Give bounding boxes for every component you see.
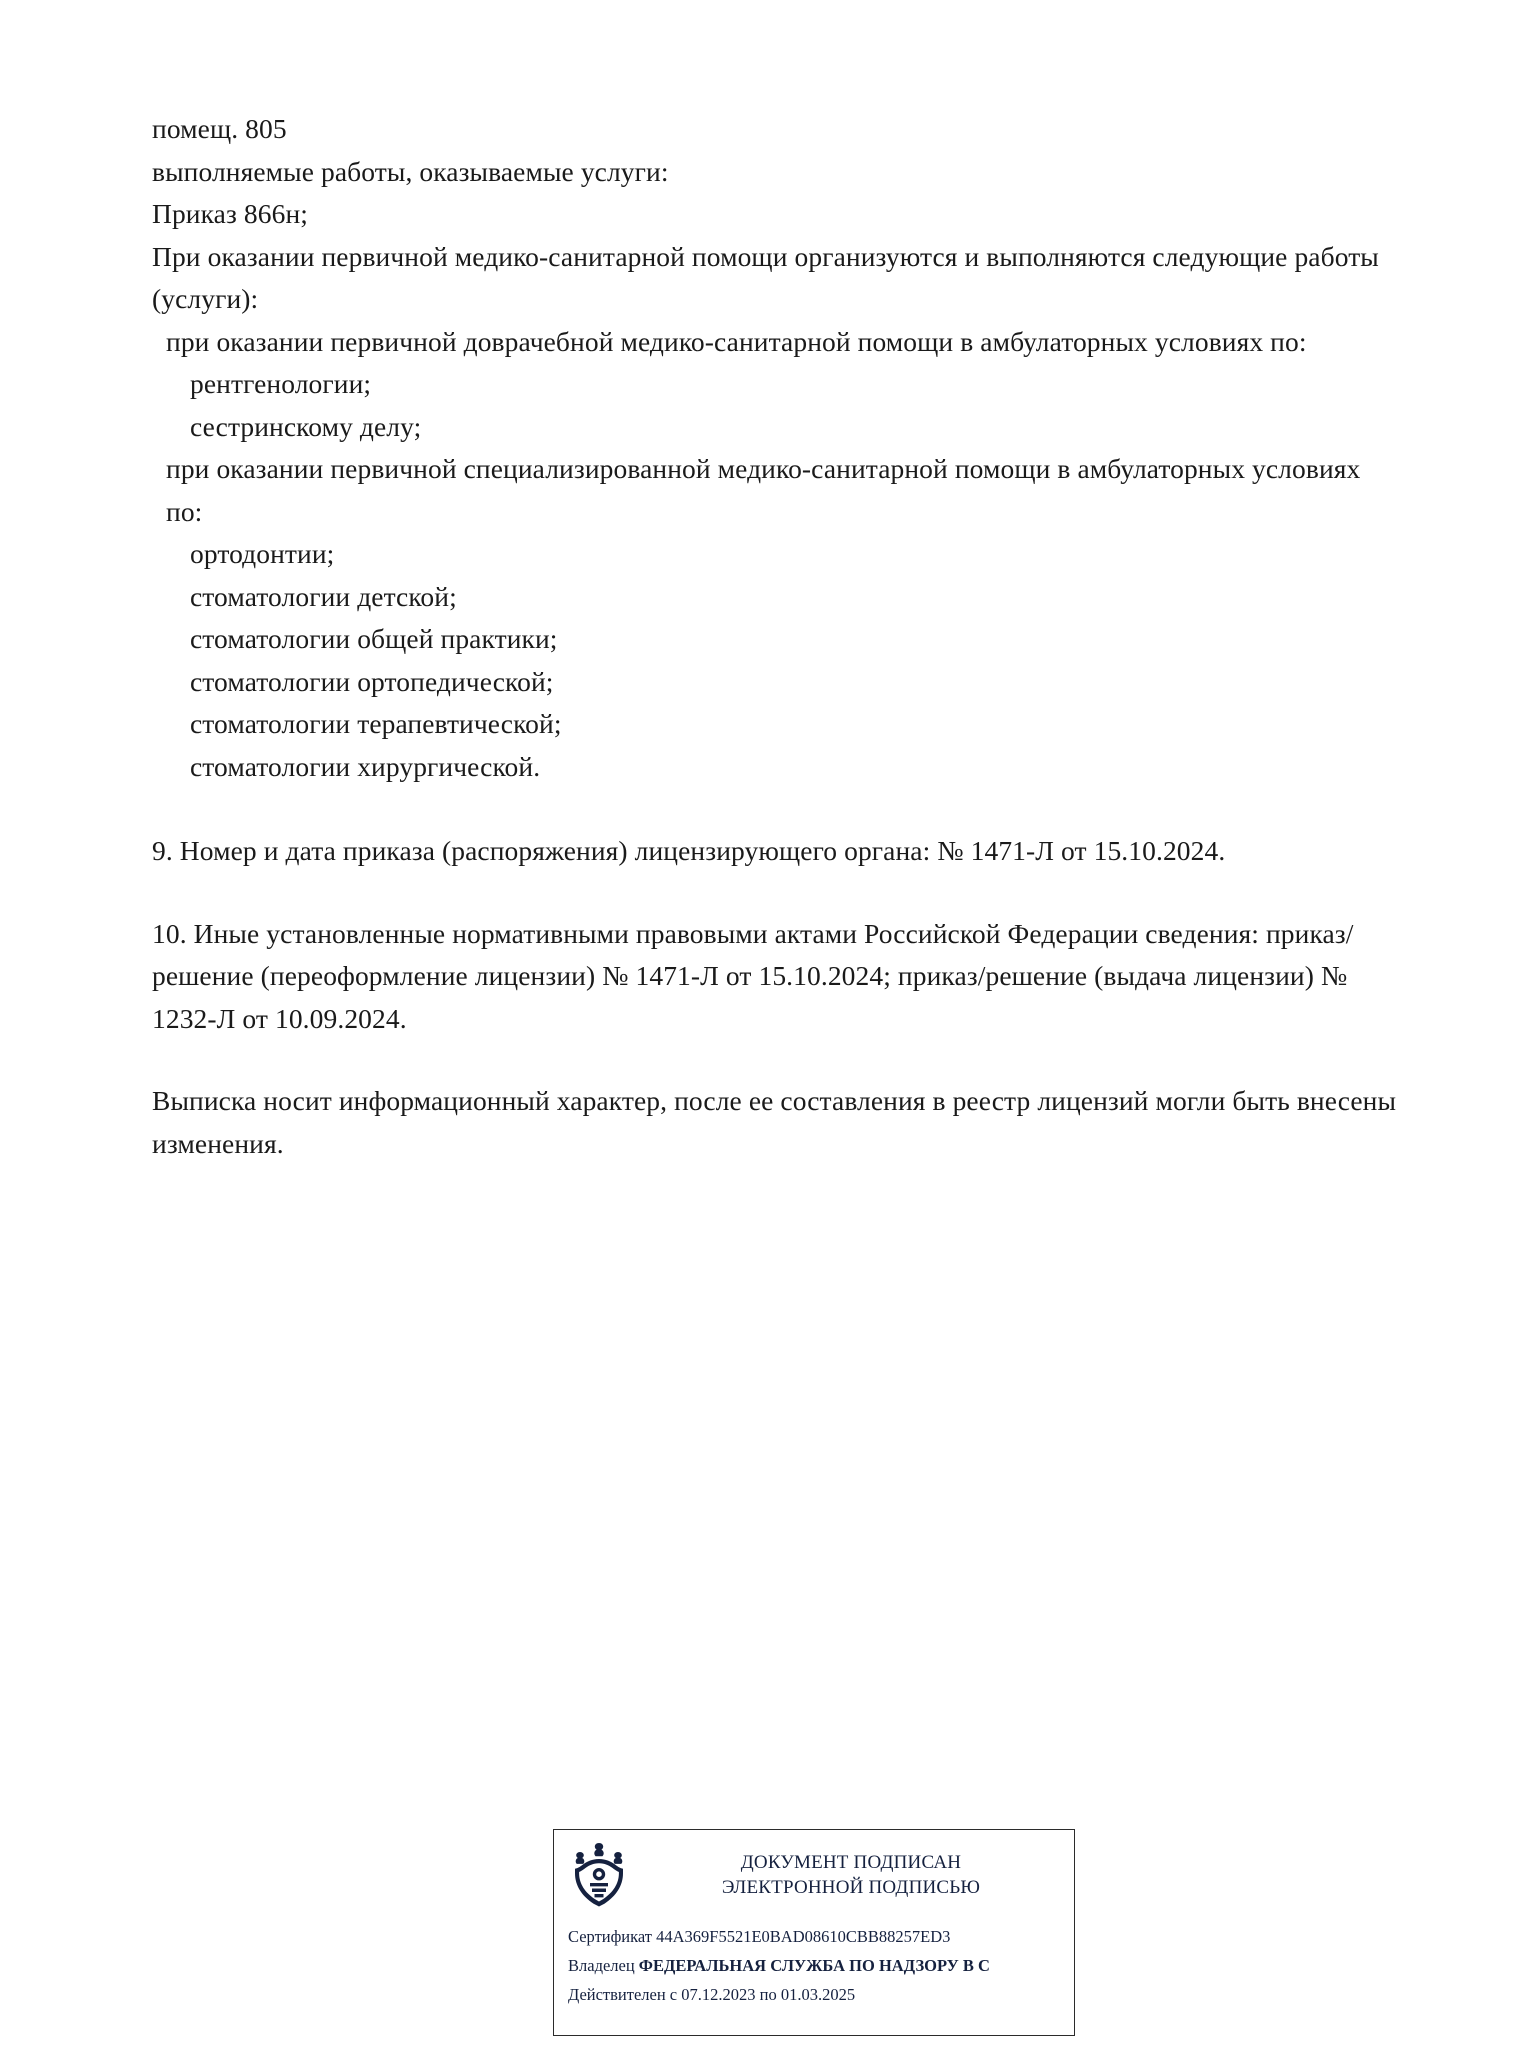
stamp-title-line2: ЭЛЕКТРОННОЙ ПОДПИСЬЮ <box>721 1877 981 1898</box>
stamp-certificate-label: Сертификат <box>568 1927 652 1946</box>
body-line: стоматологии хирургической. <box>190 750 541 782</box>
body-line: стоматологии общей практики; <box>190 623 558 654</box>
stamp-owner-label: Владелец <box>568 1956 635 1975</box>
disclaimer-paragraph: Выписка носит информационный характер, после ее составления в реестр лицензий могли быть внесены изменения. <box>152 1085 1397 1159</box>
stamp-owner-row <box>568 1951 1074 1980</box>
body-line: Приказ 866н; <box>152 198 309 229</box>
body-line: стоматологии ортопедической; <box>190 665 554 697</box>
stamp-header <box>554 1830 1074 1916</box>
body-line: ортодонтии; <box>190 538 335 569</box>
body-line: стоматологии терапевтической; <box>190 708 562 739</box>
body-line: стоматологии детской; <box>190 580 457 612</box>
spacer <box>152 788 1402 830</box>
stamp-details <box>554 1916 1074 2009</box>
stamp-certificate-value: 44A369F5521E0BAD08610CBB88257ED3 <box>656 1927 951 1946</box>
stamp-valid-from: 07.12.2023 <box>681 1985 756 2004</box>
license-works-block <box>152 108 1402 788</box>
russian-coat-of-arms-icon <box>568 1840 630 1910</box>
stamp-title-line1: ДОКУМЕНТ ПОДПИСАН <box>740 1852 962 1873</box>
electronic-signature-stamp <box>553 1829 1075 2036</box>
stamp-owner-value: ФЕДЕРАЛЬНАЯ СЛУЖБА ПО НАДЗОРУ В С <box>638 1956 990 1975</box>
order-number-and-date-paragraph: 9. Номер и дата приказа (распоряжения) лицензирующего органа: № 1471-Л от 15.10.2024. <box>152 835 1226 866</box>
body-line: сестринскому делу; <box>190 410 422 442</box>
spacer <box>152 873 1402 913</box>
body-line: выполняемые работы, оказываемые услуги: <box>152 155 669 187</box>
body-line: рентгенологии; <box>190 368 372 399</box>
stamp-valid-to-label: по <box>759 1985 777 2004</box>
body-line: при оказании первичной доврачебной медико-санитарной помощи в амбулаторных условиях по: <box>166 325 1307 357</box>
body-line: При оказании первичной медико-санитарной помощи организуются и выполняются следующие работы (услуги): <box>152 240 1386 314</box>
stamp-title <box>640 1850 1074 1900</box>
body-line: при оказании первичной специализированной медико-санитарной помощи в амбулаторных условиях по: <box>166 453 1368 527</box>
stamp-validity-row <box>568 1980 1074 2009</box>
document-content <box>152 108 1402 1165</box>
stamp-valid-label: Действителен с <box>568 1985 678 2004</box>
body-line: помещ. 805 <box>152 113 287 144</box>
spacer <box>152 1040 1402 1080</box>
other-information-paragraph: 10. Иные установленные нормативными правовыми актами Российской Федерации сведения: приказ/решение (переоформление лицензии) № 1471-Л от 15.10.2024; приказ/решение (выдача лицензии) № 1232-Л от 10.09.2024. <box>152 917 1354 1034</box>
stamp-valid-to: 01.03.2025 <box>780 1985 856 2004</box>
stamp-certificate-row <box>568 1922 1074 1951</box>
